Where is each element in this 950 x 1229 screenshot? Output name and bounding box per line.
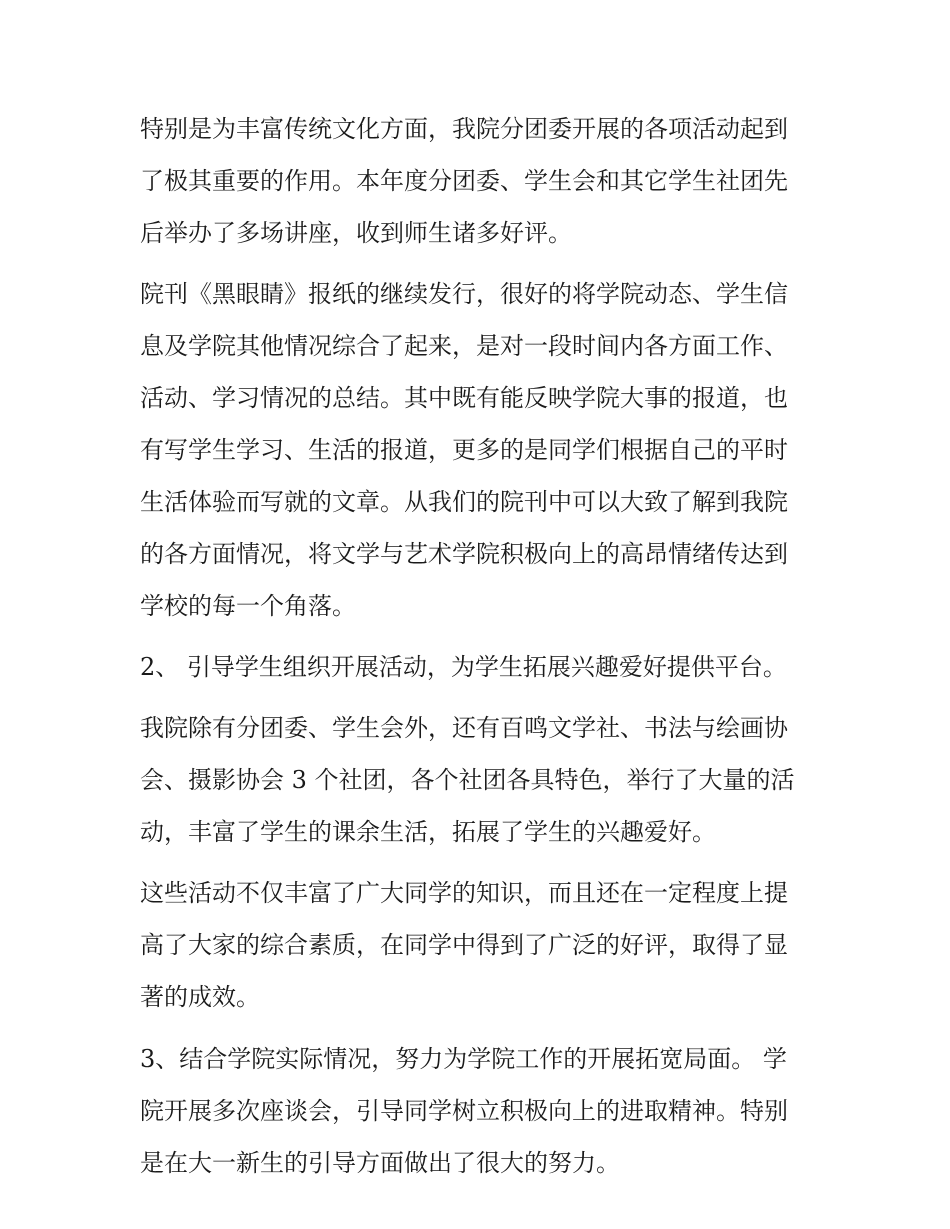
- text-line: 特别是为丰富传统文化方面，我院分团委开展的各项活动起到: [140, 115, 788, 143]
- text-line: 院刊《黑眼睛》报纸的继续发行，很好的将学院动态、学生信: [140, 280, 788, 308]
- text-line: 3、结合学院实际情况，努力为学院工作的开展拓宽局面。 学: [140, 1045, 787, 1073]
- text-line: 息及学院其他情况综合了起来，是对一段时间内各方面工作、: [140, 332, 788, 360]
- text-line: 活动、学习情况的总结。其中既有能反映学院大事的报道，也: [140, 384, 788, 412]
- text-line: 这些活动不仅丰富了广大同学的知识，而且还在一定程度上提: [140, 879, 788, 907]
- paragraph-culture-activities: [140, 108, 820, 264]
- text-line: 的各方面情况，将文学与艺术学院积极向上的高昂情绪传达到: [140, 540, 788, 568]
- text-line: 了极其重要的作用。本年度分团委、学生会和其它学生社团先: [140, 167, 788, 195]
- section-heading-3: [140, 1038, 820, 1194]
- text-line: 我院除有分团委、学生会外，还有百鸣文学社、书法与绘画协: [140, 714, 788, 742]
- text-line: 高了大家的综合素质，在同学中得到了广泛的好评，取得了显: [140, 931, 788, 959]
- paragraph-student-societies: [140, 707, 820, 863]
- text-line: 会、摄影协会 3 个社团，各个社团各具特色，举行了大量的活: [140, 766, 795, 794]
- text-line: 院开展多次座谈会，引导同学树立积极向上的进取精神。特别: [140, 1097, 788, 1125]
- paragraph-activity-effects: [140, 872, 820, 1028]
- text-line: 著的成效。: [140, 983, 260, 1011]
- text-line: 动，丰富了学生的课余生活，拓展了学生的兴趣爱好。: [140, 818, 716, 846]
- text-line: 生活体验而写就的文章。从我们的院刊中可以大致了解到我院: [140, 488, 788, 516]
- text-line: 学校的每一个角落。: [140, 592, 356, 620]
- text-line: 2、 引导学生组织开展活动，为学生拓展兴趣爱好提供平台。: [140, 653, 787, 681]
- text-line: 后举办了多场讲座，收到师生诸多好评。: [140, 219, 572, 247]
- section-heading-2: [140, 646, 820, 698]
- text-line: 是在大一新生的引导方面做出了很大的努力。: [140, 1149, 620, 1177]
- text-line: 有写学生学习、生活的报道，更多的是同学们根据自己的平时: [140, 436, 788, 464]
- document-body: [140, 108, 820, 1194]
- paragraph-college-journal: [140, 273, 820, 637]
